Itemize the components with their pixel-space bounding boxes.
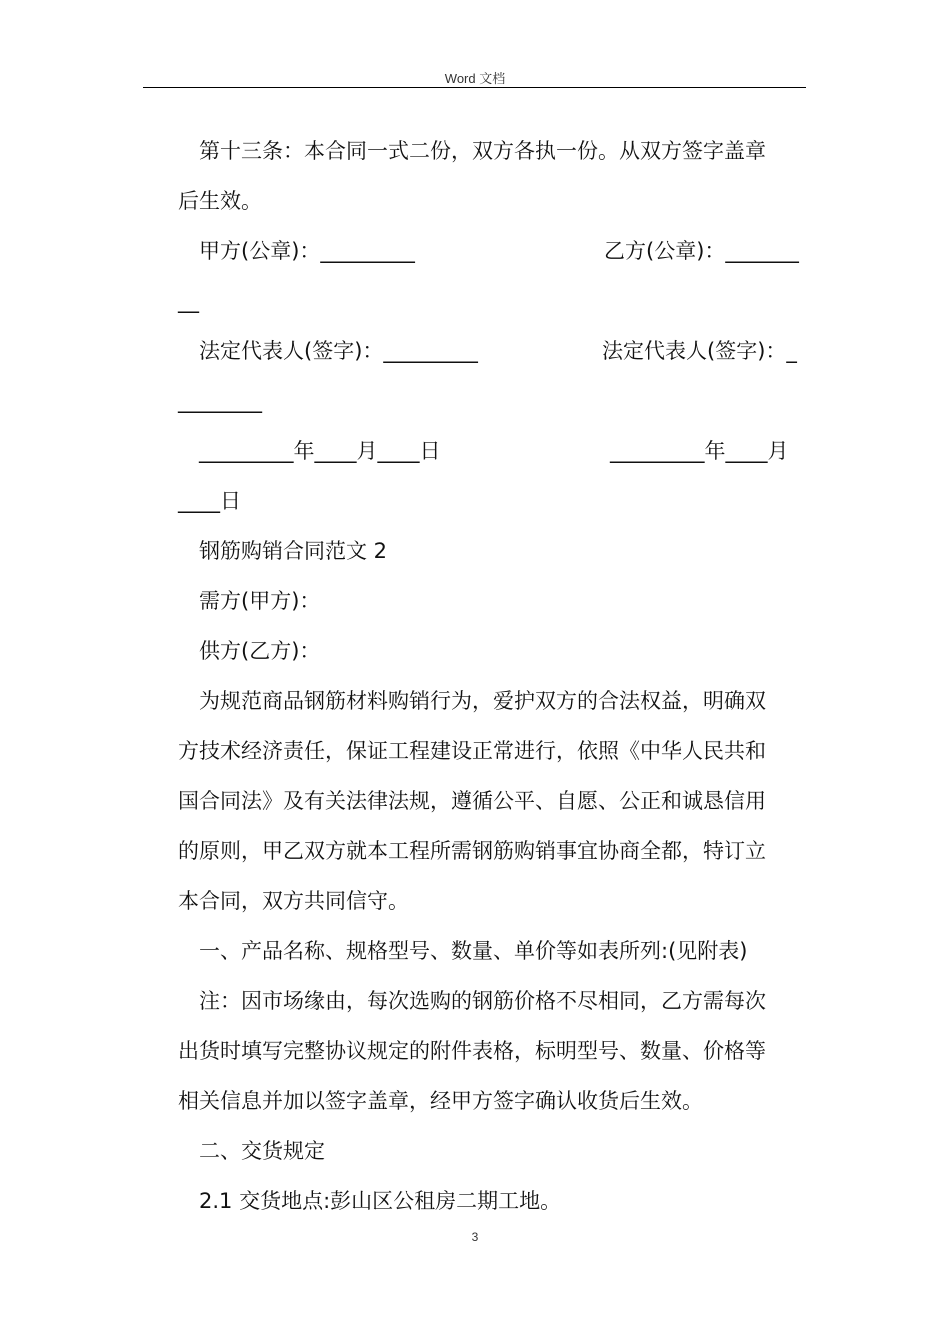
seal-row-continuation: __ <box>178 289 199 313</box>
party-b-representative: 法定代表人(签字)：_ <box>602 339 797 363</box>
party-b-date: _________年____月 <box>610 439 789 463</box>
date-row <box>178 426 806 476</box>
note-line-3: 相关信息并加以签字盖章，经甲方签字确认收货后生效。 <box>178 1089 703 1113</box>
party-a-representative: 法定代表人(签字)：_________ <box>199 339 478 363</box>
party-b-seal: 乙方(公章)：_______ <box>604 239 799 263</box>
clause-13-line-1: 第十三条：本合同一式二份，双方各执一份。从双方签字盖章 <box>199 139 766 163</box>
preamble-line-5: 本合同，双方共同信守。 <box>178 889 409 913</box>
article-2-1: 2.1 交货地点:彭山区公租房二期工地。 <box>199 1189 562 1213</box>
clause-13-line-2: 后生效。 <box>178 189 262 213</box>
preamble-line-1: 为规范商品钢筋材料购销行为，爱护双方的合法权益，明确双 <box>199 689 766 713</box>
party-a-seal: 甲方(公章)：_________ <box>199 239 415 263</box>
preamble-line-2: 方技术经济责任，保证工程建设正常进行，依照《中华人民共和 <box>178 739 766 763</box>
date-row-continuation: ____日 <box>178 489 241 513</box>
party-a-date: _________年____月____日 <box>199 439 441 463</box>
header-divider <box>143 87 806 88</box>
page-number: 3 <box>471 1230 479 1244</box>
seal-row <box>178 226 806 276</box>
preamble-line-4: 的原则，甲乙双方就本工程所需钢筋购销事宜协商全都，特订立 <box>178 839 766 863</box>
buyer-label: 需方(甲方)： <box>199 589 321 613</box>
note-line-2: 出货时填写完整协议规定的附件表格，标明型号、数量、价格等 <box>178 1039 766 1063</box>
representative-row <box>178 326 806 376</box>
page-header-title: Word 文档 <box>444 71 506 86</box>
document-body <box>178 126 806 1226</box>
preamble-line-3: 国合同法》及有关法律法规，遵循公平、自愿、公正和诚恳信用 <box>178 789 766 813</box>
supplier-label: 供方(乙方)： <box>199 639 321 663</box>
article-2-heading: 二、交货规定 <box>199 1139 325 1163</box>
article-1: 一、产品名称、规格型号、数量、单价等如表所列:(见附表) <box>199 939 748 963</box>
note-line-1: 注：因市场缘由，每次选购的钢筋价格不尽相同，乙方需每次 <box>199 989 766 1013</box>
representative-row-continuation: ________ <box>178 389 262 413</box>
section-heading: 钢筋购销合同范文 2 <box>199 539 388 563</box>
